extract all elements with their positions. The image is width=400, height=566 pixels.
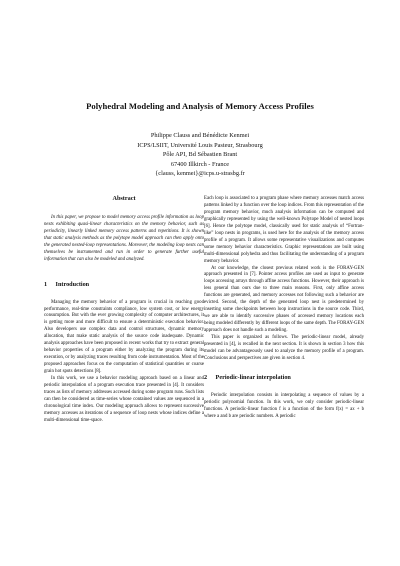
- section-2-number: 2: [204, 373, 208, 381]
- section-2-heading: [204, 375, 364, 382]
- section-1-heading: [44, 282, 204, 289]
- abstract-heading: Abstract: [112, 195, 136, 202]
- paper-title: Polyhedral Modeling and Analysis of Memory Access Profiles: [86, 101, 314, 111]
- section-2-title: Periodic-linear interpolation: [215, 373, 291, 381]
- affiliation-line-3: 67400 Illkirch - France: [170, 160, 230, 168]
- intro-paragraph-4: At our knowledge, the closest previous related work is the FORAY-GEN approach presented in [7]. Pointer access profiles are used as input to generate loops accessing arrays through affine access functions. However, their approach is less general than ours due to three main reasons. First, only affine access functions are generated, and memory accesses not following such a behavior are evicted. Second, the depth of the generated loop nest is predetermined by inserting some checkpoints between loop instructions in the source code. Third, we are able to identify successive phases of accessed memory locations each being modeled differently by different loops of the same depth. The FORAY-GEN approach does not handle such a modeling.: [204, 265, 364, 334]
- section-1-title: Introduction: [55, 280, 90, 288]
- section-1-number: 1: [44, 280, 48, 288]
- intro-paragraph-5: This paper is organized as follows. The periodic-linear model, already presented in [4], is recalled in the next section. It is shown in section 3 how this model can be advantageously used to analyze the memory profile of a program. Conclusions and perspectives are given in section 4.: [204, 335, 364, 361]
- intro-paragraph-1: Managing the memory behavior of a program is crucial in reaching good performance, real-time constraints compliance, low system cost, or low energy consumption. But with the ever growing complexity of computer architectures, it is getting more and more difficult to ensure a deterministic execution behavior. Also developers use complex data and control structures, dynamic memory allocation, that make static analysis of the source code inadequate. Dynamic analysis approaches have been proposed in recent works that try to extract general behavior properties of a program either by analyzing the program during its execution, or by analyzing traces resulting from code instrumentation. Most of the proposed approaches focus on the computation of statistical quantities or coarse grain hot spots detections [8].: [44, 299, 204, 375]
- author-names: Philippe Clauss and Bénédicte Kenmei: [150, 132, 250, 139]
- section-2-paragraph-1: Periodic interpolation consists in interpolating a sequence of values by a periodic polynomial function. In this work, we only consider periodic-linear functions. A periodic-linear function f is a function of the form f(x) = ax + b where a and b are periodic numbers. A periodic: [204, 392, 364, 419]
- author-emails: {clauss, kenmei}@icps.u-strasbg.fr: [155, 170, 245, 178]
- intro-paragraph-2: In this work, we use a behavior modeling approach based on a linear and periodic interpolation of a program execution trace presented in [4]. It considers traces as lists of memory addresses accessed during some program runs. Such lists can then be considered as time-series whose contained values are sequenced in a chronological time index. Our modeling approach allows to represent successive memory accesses as iterations of a sequence of loop nests whose indices define a multi-dimensional time-space.: [44, 376, 204, 423]
- left-column: [44, 196, 204, 425]
- right-column: [204, 196, 364, 421]
- affiliation-line-2: Pôle API, Bd Sébastien Brant: [162, 151, 238, 159]
- author-block: [0, 131, 400, 179]
- affiliation-line-1: ICPS/LSIIT, Université Louis Pasteur, Strasbourg: [137, 141, 263, 149]
- abstract-text: In this paper, we propose to model memory access profile information as loop nests exhibiting quasi-linear characteristics on the memory behavior, such as periodicity, linearly linked memory access patterns and repetitions. It is shown that static analysis methods as the polytope model approach can then apply onto the generated nested-loop representations. Moreover, the modeling loop nests can themselves be instrumented and run in order to generate further useful information that can also be modeled and analyzed.: [44, 214, 204, 262]
- intro-paragraph-3: Each loop is associated to a program phase where memory accesses match access patterns linked by a function over the loop indices. From this representation of the program memory behavior, much analysis information can be computed and graphically represented by using the well-known Polytope Model of nested loops [6]. Hence the polytope model, classically used for static analysis of “Fortran-like” loop nests in programs, is used here for the analysis of the memory access profile of a program. It allows some representative visualizations and computes some memory behavior characteristics. Graphic representations are built using multi-dimensional polyhedra and thus facilitating the understanding of a program memory behavior.: [204, 196, 364, 264]
